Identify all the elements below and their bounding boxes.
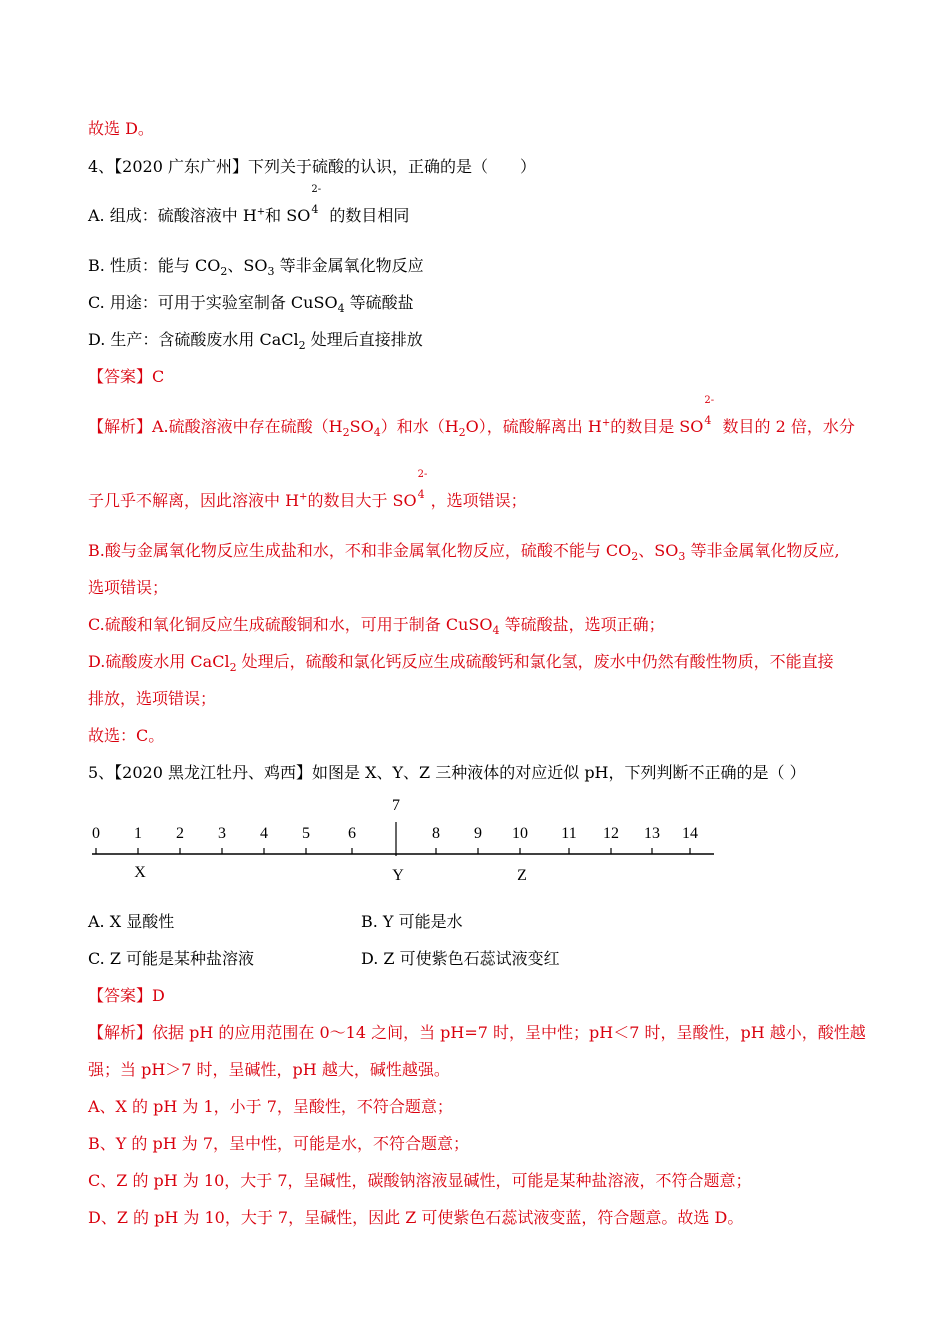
ph-marker-x: X: [134, 864, 146, 881]
q5-explanation-b: B、Y 的 pH 为 7，呈中性，可能是水，不符合题意；: [88, 1134, 470, 1153]
ph-tick-label-13: 13: [644, 825, 660, 842]
q4-explanation-d-line1: D.硫酸废水用 CaCl$_2$ 处理后，硫酸和氯化钙反应生成硫酸钙和氯化氢，废水中仍然有酸性物质，不能直接: [88, 652, 834, 675]
q4-option-b: B. 性质：能与 $CO_2$、$SO_3$ 等非金属氧化物反应: [88, 256, 424, 279]
q4-conclusion: 故选：C。: [88, 726, 165, 745]
q5-option-c: C. Z 可能是某种盐溶液: [88, 949, 255, 968]
q4-explanation-b-line1: B.酸与金属氧化物反应生成盐和水，不和非金属氧化物反应，硫酸不能与 $CO_2$、$SO_3$ 等非金属氧化物反应,: [88, 541, 840, 564]
q4-answer: 【答案】C: [88, 367, 165, 386]
ph-tick-label-12: 12: [603, 825, 619, 842]
q4-option-c: C. 用途：可用于实验室制备 CuSO$_4$ 等硫酸盐: [88, 293, 414, 316]
ph-tick-label-11: 11: [561, 825, 577, 842]
ph-tick-label-6: 6: [348, 825, 356, 842]
ph-tick-label-10: 10: [512, 825, 528, 842]
ph-tick-label-7: 7: [392, 797, 400, 814]
q5-options-row2: [88, 948, 878, 970]
q4-option-a: A. 组成：硫酸溶液中 H+和 SO 2- 4 的数目相同: [88, 184, 410, 225]
ph-tick-label-5: 5: [302, 825, 310, 842]
ph-tick-label-4: 4: [260, 825, 268, 842]
ph-tick-label-14: 14: [682, 825, 698, 842]
q4-explanation-c: C.硫酸和氧化铜反应生成硫酸铜和水，可用于制备 CuSO$_4$ 等硫酸盐，选项正确；: [88, 615, 665, 638]
ph-marker-z: Z: [517, 867, 527, 884]
q5-options-row1: [88, 911, 878, 933]
q4-explanation-d-line2: 排放，选项错误；: [88, 689, 217, 708]
q4-option-d: D. 生产：含硫酸废水用 CaCl$_2$ 处理后直接排放: [88, 330, 423, 353]
q5-option-b: B. Y 可能是水: [361, 912, 463, 931]
ph-tick-label-1: 1: [134, 825, 142, 842]
ph-tick-label-3: 3: [218, 825, 226, 842]
q4-explanation-a-line1: 【解析】A.硫酸溶液中存在硫酸$(H_2SO_4)$和水$(H_2O)$，硫酸解离出 H+的数目是 SO 2- 4 数目的 2 倍，水分: [88, 395, 855, 440]
ph-tick-label-0: 0: [92, 825, 100, 842]
ph-marker-y: Y: [392, 867, 404, 884]
ph-scale-figure: [80, 790, 730, 890]
q5-answer: 【答案】D: [88, 986, 165, 1005]
q5-explanation-c: C、Z 的 pH 为 10，大于 7，呈碱性，碳酸钠溶液显碱性，可能是某种盐溶液，不符合题意；: [88, 1171, 752, 1190]
q3-conclusion: 故选 D。: [88, 119, 154, 138]
ph-tick-label-9: 9: [474, 825, 482, 842]
q4-stem: 4、【2020 广东广州】下列关于硫酸的认识，正确的是（ ）: [88, 157, 536, 176]
q5-stem: 5、【2020 黑龙江牡丹、鸡西】如图是 X、Y、Z 三种液体的对应近似 pH，下列判断不正确的是（ ）: [88, 763, 806, 782]
ph-tick-label-8: 8: [432, 825, 440, 842]
q5-explanation-line1: 【解析】依据 pH 的应用范围在 0～14 之间，当 pH=7 时，呈中性；pH＜7 时，呈酸性，pH 越小，酸性越: [88, 1023, 866, 1042]
q5-option-a: A. X 显酸性: [88, 912, 175, 931]
q5-explanation-d: D、Z 的 pH 为 10，大于 7，呈碱性，因此 Z 可使紫色石蕊试液变蓝，符合题意。故选 D。: [88, 1208, 744, 1227]
q5-explanation-line2: 强；当 pH＞7 时，呈碱性，pH 越大，碱性越强。: [88, 1060, 450, 1079]
q5-option-d: D. Z 可使紫色石蕊试液变红: [361, 949, 560, 968]
q4-explanation-b-line2: 选项错误；: [88, 578, 169, 597]
ph-tick-label-2: 2: [176, 825, 184, 842]
q4-explanation-a-line2: 子几乎不解离，因此溶液中 H+的数目大于 SO 2- 4 ，选项错误；: [88, 469, 527, 510]
q5-explanation-a: A、X 的 pH 为 1，小于 7，呈酸性，不符合题意；: [88, 1097, 453, 1116]
